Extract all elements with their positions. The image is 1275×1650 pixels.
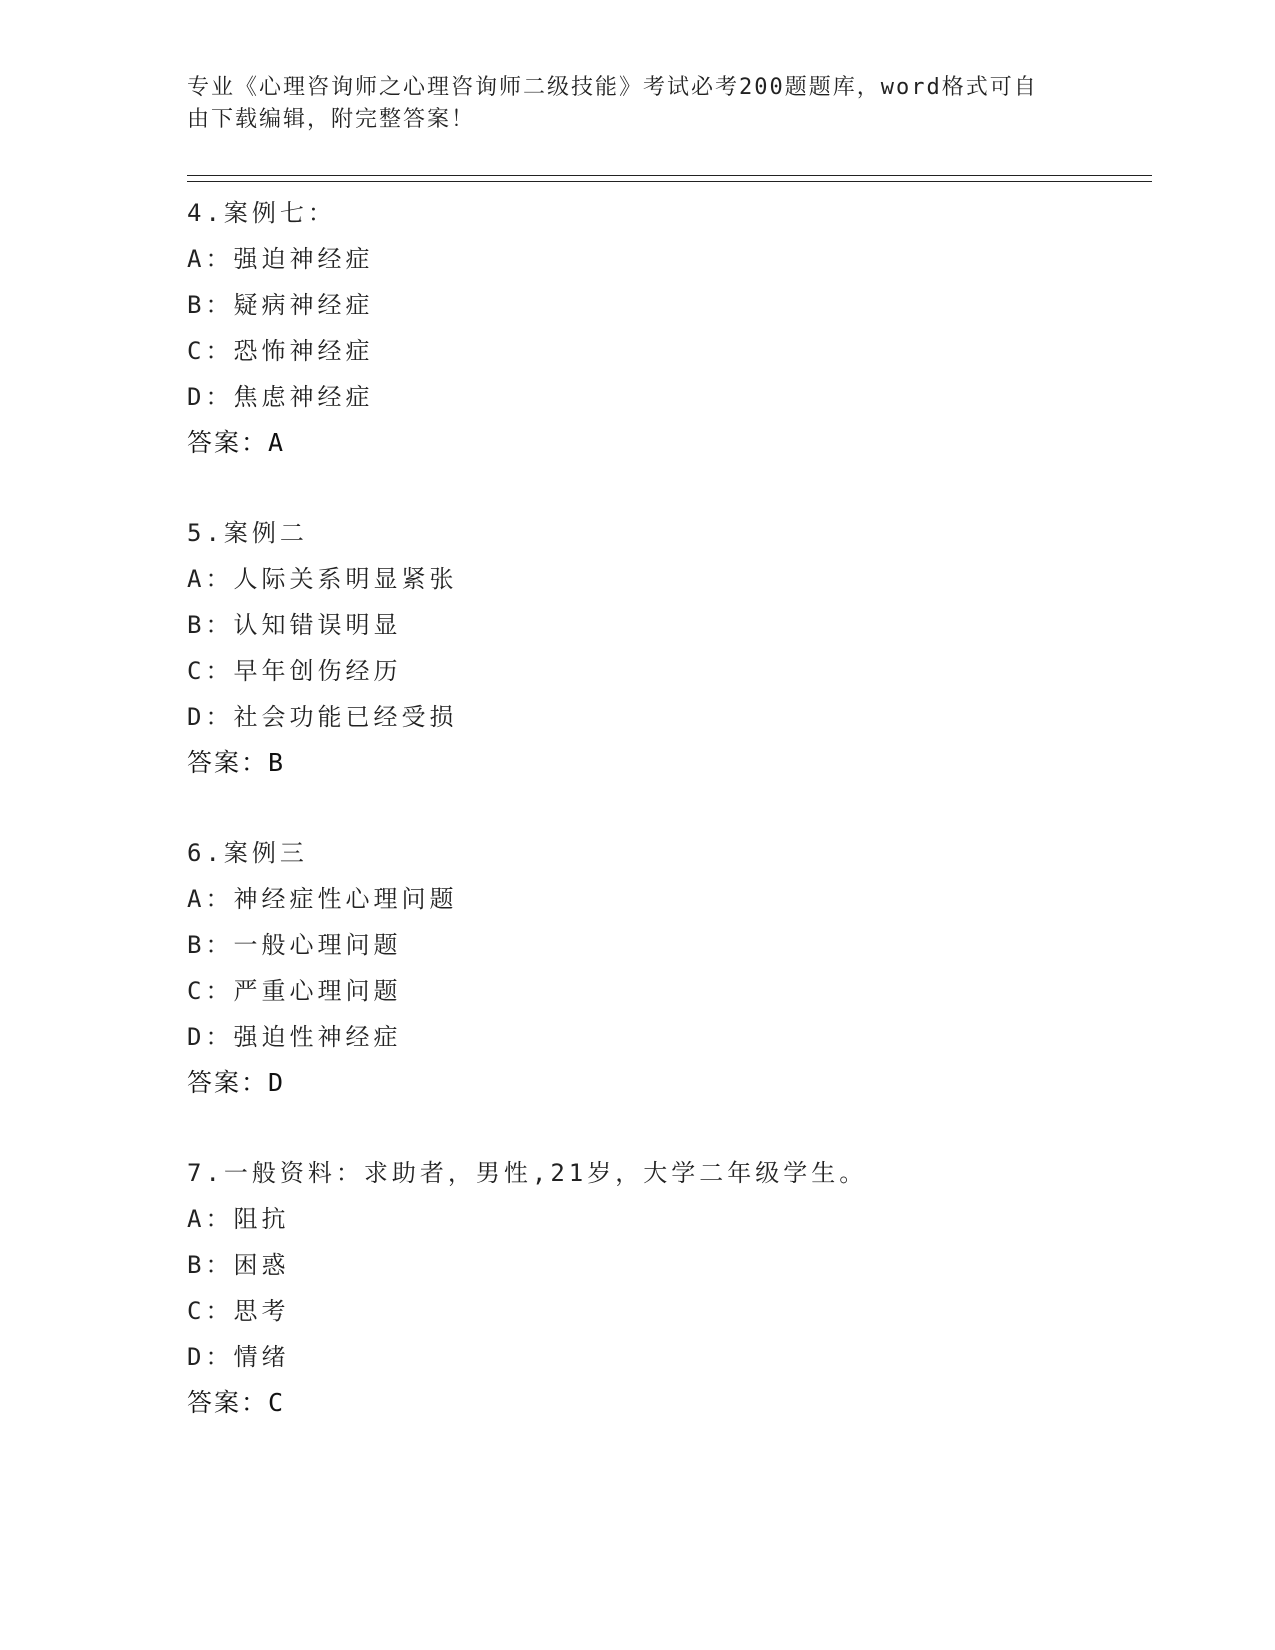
option-d: D：强迫性神经症 [187,1023,402,1051]
question-stem: 5.案例二 [187,519,308,547]
option-c: C：严重心理问题 [187,977,402,1005]
question-item [187,510,1147,786]
answer-value: A [268,428,286,457]
answer-value: D [268,1068,286,1097]
question-list [187,190,1147,1470]
answer-value: C [268,1388,286,1417]
answer-label: 答案： [187,428,269,457]
option-c: C：恐怖神经症 [187,337,374,365]
option-b: B：困惑 [187,1251,290,1279]
question-stem: 7.一般资料：求助者，男性,21岁，大学二年级学生。 [187,1159,868,1187]
option-b: B：一般心理问题 [187,931,402,959]
option-a: A：强迫神经症 [187,245,374,273]
option-d: D：焦虑神经症 [187,383,374,411]
intro-line-1: 专业《心理咨询师之心理咨询师二级技能》考试必考200题题库，word格式可自 [187,75,1038,100]
option-c: C：早年创伤经历 [187,657,402,685]
intro-line-2: 由下载编辑，附完整答案！ [187,107,476,132]
answer-line [187,1380,1147,1426]
answer-label: 答案： [187,1068,269,1097]
answer-line [187,740,1147,786]
option-c: C：思考 [187,1297,290,1325]
answer-value: B [268,748,286,777]
option-d: D：社会功能已经受损 [187,703,458,731]
question-item [187,190,1147,466]
document-intro [187,72,1067,136]
answer-line [187,420,1147,466]
option-a: A：人际关系明显紧张 [187,565,458,593]
option-a: A：神经症性心理问题 [187,885,458,913]
header-divider-top [187,175,1152,176]
option-d: D：情绪 [187,1343,290,1371]
option-b: B：认知错误明显 [187,611,402,639]
question-item [187,1150,1147,1426]
question-stem: 6.案例三 [187,839,308,867]
option-b: B：疑病神经症 [187,291,374,319]
answer-label: 答案： [187,748,269,777]
question-item [187,830,1147,1106]
question-stem: 4.案例七： [187,199,336,227]
option-a: A：阻抗 [187,1205,290,1233]
answer-line [187,1060,1147,1106]
header-divider-bottom [187,181,1152,182]
answer-label: 答案： [187,1388,269,1417]
